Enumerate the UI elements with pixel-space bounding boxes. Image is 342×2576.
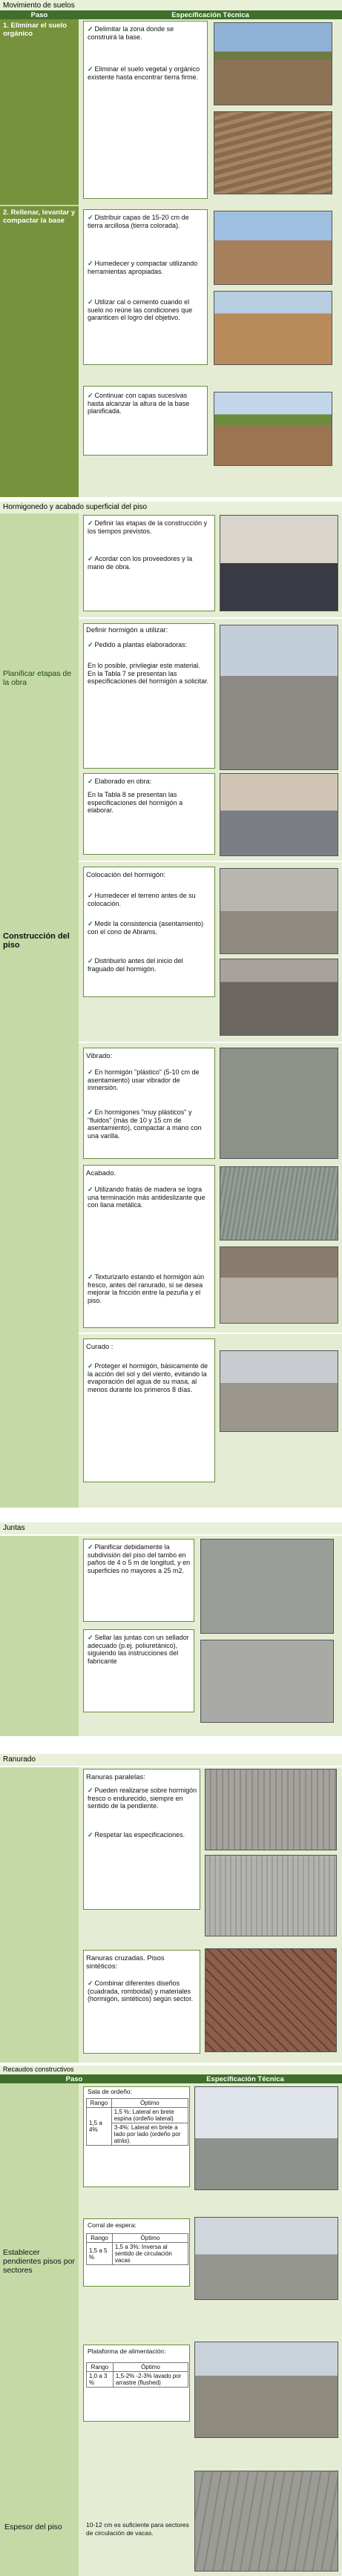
bullet-pedido-plantas: ✓ Pedido a plantas elaboradoras: [88,641,188,648]
photo-roller-compacting [214,291,332,365]
col-optimo: Óptimo [113,2363,188,2372]
plataforma-opt: 1,5-2% -2-3% lavado por arrastre (flushed) [113,2372,188,2388]
photo-textured-finish [220,1166,338,1241]
bullet-distribuir-capas: ✓ Distribuir capas de 15-20 cm de tierra arcillosa (tierra colorada). [88,214,189,229]
corral-title: Corral de espera: [88,2221,137,2229]
ordene-rango: 1,5 a 4% [87,2108,112,2146]
header-especificacion-recaudos: Especificación Técnica [148,2074,342,2083]
step-eliminar-suelo: 1. Eliminar el suelo orgánico [0,19,79,205]
step-construccion: Construcción del piso [3,932,70,950]
bullet-proteger: ✓ Proteger el hormigón, básicamente de la acción del sol y del viento, evitando la evaporación del agua de su masa, al menos durante los primeros 8 días. [88,1362,208,1393]
photo-concrete-mixer [220,773,338,856]
bullet-cal-cemento: ✓ Utilizar cal o cemento cuando el suelo no reúne las condiciones que garanticen el logro del objetivo. [88,298,193,321]
paralelas-title: Ranuras paralelas: [86,1773,145,1781]
bullet-capas-sucesivas: ✓ Continuar con capas sucesivas hasta alcanzar la altura de la base planificada. [88,392,190,415]
bullet-elaborado-obra: ✓ Elaborado en obra: [88,778,152,785]
plataforma-rango: 1,0 a 3 % [87,2372,114,2388]
col-optimo: Óptimo [112,2234,188,2243]
photo-floor-thickness [194,2471,338,2572]
bullet-combinar-disenos: ✓ Combinar diferentes diseños (cuadrada, romboidal) y materiales (hormigón, sintéticos) según sector. [88,1979,194,2002]
bullet-delimitar: ✓ Delimitar la zona donde se construirá la base. [88,25,174,41]
bullet-texturizar: ✓ Texturizarlo estando el hormigón aún fresco, antes del ranurado, si se desea mejorar la fricción entre la pezuña y el piso. [88,1273,205,1304]
definir-text: En lo posible, privilegiar este material. En la Tabla 7 se presentan las especificaciones del hormigón a solicitar. [88,662,209,685]
col-rango: Rango [87,2099,112,2108]
espesor-text: 10-12 cm es suficiente para sectores de circulación de vacas. [86,2521,189,2537]
photo-truck-dumping [214,211,332,285]
step-espesor: Espesor del piso [4,2523,62,2531]
photo-leveled-base [214,392,332,466]
photo-joint-grid [200,1539,334,1634]
bullet-hormigon-fresco: ✓ Pueden realizarse sobre hormigón fresco o endurecido, siempre en sentido de la pendiente. [88,1787,197,1810]
step-planificar: Planificar etapas de la obra [3,669,72,687]
photo-abrams-cone [220,868,338,954]
photo-cleared-ground [214,111,332,194]
photo-concrete-pouring [220,625,338,770]
photo-sealed-joints [200,1640,334,1723]
section-movimiento: Movimiento de suelos [0,0,342,10]
bullet-vibrador: ✓ En hormigón "plástico" (5-10 cm de asentamiento) usar vibrador de inmersión. [88,1068,200,1091]
obra-text: En la Tabla 8 se presentan las especificaciones del hormigón a elaborar. [88,791,183,814]
bullet-eliminar: ✓ Eliminar el suelo vegetal y orgánico existente hasta encontrar tierra firme. [88,65,200,81]
step-establecer-pendientes: Establecer pendientes pisos por sectores [3,2248,75,2275]
photo-holding-pen [194,2217,338,2300]
photo-milking-parlor [194,2086,338,2190]
photo-vibrating-concrete [220,1048,338,1159]
table-plataforma [86,2362,188,2388]
section-ranurado: Ranurado [0,1754,342,1766]
bullet-acordar: ✓ Acordar con los proveedores y la mano de obra. [88,555,193,571]
photo-concrete-spread [220,959,338,1036]
section-recaudos: Recaudos constructivos [0,2066,342,2074]
vibrado-title: Vibrado: [86,1052,113,1060]
acabado-title: Acabado. [86,1169,116,1177]
photo-planning-meeting [220,515,338,611]
bullet-compactar-varilla: ✓ En hormigones "muy plásticos" y "fluidos" (más de 10 y 15 cm de asentamiento), compactar a mano con una varilla. [88,1108,202,1140]
photo-curing-slab [220,1350,338,1432]
bullet-sellar-juntas: ✓ Sellar las juntas con un sellador adecuado (p.ej. poliuretánico), siguiendo las instrucciones del fabricante [88,1634,189,1665]
photo-parallel-grooves [205,1769,337,1850]
photo-feeding-platform [194,2342,338,2438]
colocacion-title: Colocación del hormigón: [86,871,166,879]
header-paso: Paso [0,10,79,19]
photo-grooved-finish [220,1246,338,1324]
ordene-title: Sala de ordeño: [88,2088,133,2095]
cruzadas-title: Ranuras cruzadas. Pisos sintéticos: [86,1954,165,1971]
table-ordene [86,2098,188,2146]
section-juntas: Juntas [0,1522,342,1534]
col-optimo: Óptimo [111,2099,188,2108]
photo-crossed-grooves [205,1948,337,2052]
photo-grooves-closeup [205,1855,337,1936]
curado-title: Curado : [86,1343,114,1351]
col-rango: Rango [87,2234,113,2243]
header-especificacion: Especificación Técnica [79,10,342,19]
bullet-planificar-subdivision: ✓ Planificar debidamente la subdivisión del piso del tambo en paños de 4 o 5 m de longitud, y en superficies no mayores a 25 m2. [88,1543,191,1574]
bullet-humedecer-terreno: ✓ Humedecer el terreno antes de su colocación. [88,892,196,907]
section-hormigonado: Hormigonedo y acabado superficial del piso [0,502,342,513]
plataforma-title: Plataforma de alimentación: [88,2347,166,2355]
bullet-distribuirlo: ✓ Distribuirlo antes del inicio del fraguado del hormigón. [88,957,183,973]
definir-title: Definir hormigón a utilizar: [86,626,168,634]
table-corral [86,2233,188,2265]
bullet-medir-consistencia: ✓ Medir la consistencia (asentamiento) con el cono de Abrams. [88,920,204,936]
bullet-fratas: ✓ Utilizando fratás de madera se logra una terminación más antideslizante que con llana metálica. [88,1186,205,1209]
step-rellenar-base: 2. Rellenar, levantar y compactar la base [0,206,79,497]
bullet-humedecer: ✓ Humedecer y compactar utilizando herramientas apropiadas. [88,260,198,275]
bullet-definir-etapas: ✓ Definir las etapas de la construcción y los tiempos previstos. [88,519,208,535]
col-rango: Rango [87,2363,114,2372]
bullet-respetar: ✓ Respetar las especificaciones. [88,1831,185,1839]
photo-tractor-field [214,22,332,105]
ordene-opt1: 1,5 %: Lateral en brete espina (ordeño lateral) [111,2108,188,2123]
corral-opt: 1,5 a 3%: Inversa al sentido de circulación vacas [112,2243,188,2265]
corral-rango: 1,5 a 5 % [87,2243,113,2265]
ordene-opt2: 3-4%: Lateral en brete a lado por lado (ordeño por atrás). [111,2123,188,2146]
header-paso-recaudos: Paso [0,2074,148,2083]
